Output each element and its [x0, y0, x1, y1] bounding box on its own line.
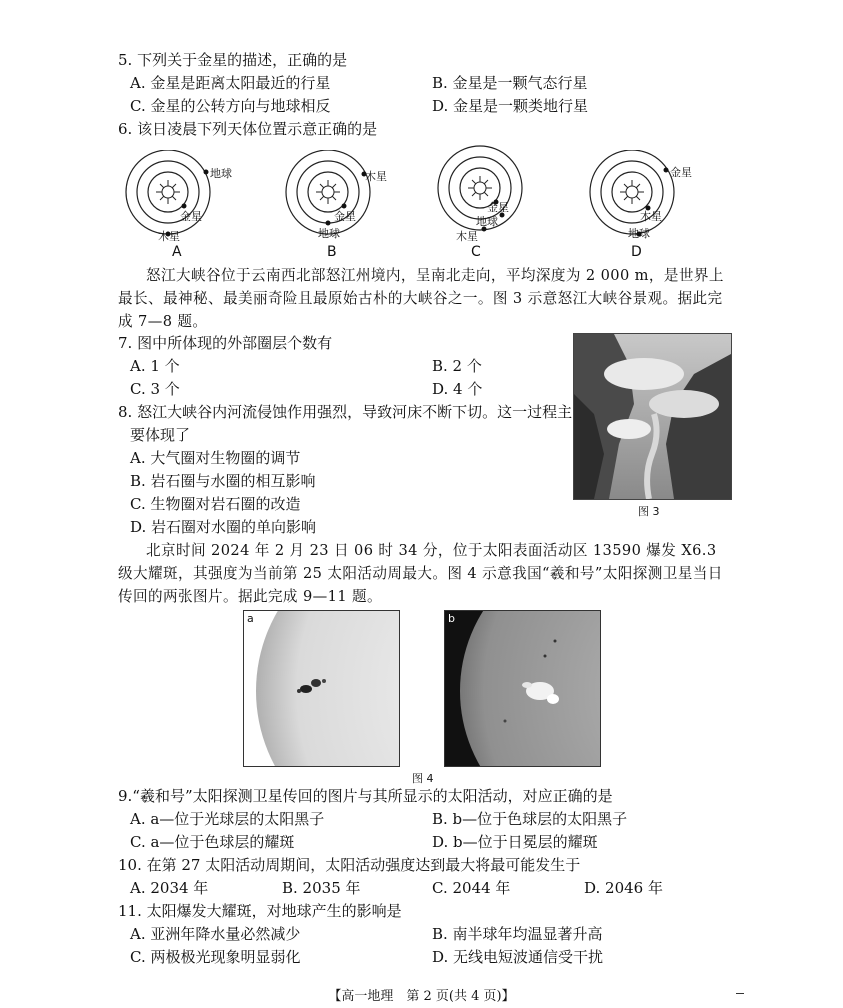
q10-option-d: D. 2046 年: [584, 879, 663, 897]
q8-stem-line1: 8. 怒江大峡谷内河流侵蚀作用强烈，导致河床不断下切。这一过程主: [118, 403, 573, 421]
diagram-b-earth-label: 地球: [318, 227, 340, 240]
diagram-b-letter: B: [327, 244, 337, 260]
q7-option-c: C. 3 个: [130, 380, 180, 398]
fig4-caption: 图 4: [412, 772, 434, 785]
q11-option-d: D. 无线电短波通信受干扰: [432, 948, 604, 966]
diagram-c-venus-label: 金星: [487, 201, 509, 214]
q9-option-d: D. b—位于日冕层的耀斑: [432, 833, 598, 851]
q8-option-b: B. 岩石圈与水圈的相互影响: [130, 472, 316, 490]
q9-option-b: B. b—位于色球层的太阳黑子: [432, 810, 628, 828]
q6-stem: 6. 该日凌晨下列天体位置示意正确的是: [118, 120, 378, 138]
canyon-photo: [573, 333, 732, 500]
q5-stem: 5. 下列关于金星的描述，正确的是: [118, 51, 348, 69]
diagram-d-earth-label: 地球: [628, 227, 650, 240]
q7-option-a: A. 1 个: [130, 357, 180, 375]
q7-stem: 7. 图中所体现的外部圈层个数有: [118, 334, 333, 352]
diagram-a-earth-label: 地球: [210, 167, 232, 180]
sun-icon: [468, 176, 492, 200]
q8-option-a: A. 大气圈对生物圈的调节: [130, 449, 301, 467]
diagram-b-jupiter-label: 木星: [365, 170, 387, 183]
sun-image-a-label: a: [247, 612, 254, 625]
q10-stem: 10. 在第 27 太阳活动周期间，太阳活动强度达到最大将最可能发生于: [118, 856, 581, 874]
q8-stem-line2: 要体现了: [130, 426, 191, 444]
q9-stem: 9.“羲和号”太阳探测卫星传回的图片与其所显示的太阳活动，对应正确的是: [118, 787, 613, 805]
page-footer: 【高一地理 第 2 页(共 4 页)】: [328, 989, 515, 1004]
sun-image-b-label: b: [448, 612, 455, 625]
q5-option-c: C. 金星的公转方向与地球相反: [130, 97, 331, 115]
intro-paragraph-nujiang: 怒江大峡谷位于云南西北部怒江州境内，呈南北走向，平均深度为 2 000 m，是世界上最长、最神秘、最美丽奇险且最原始古朴的大峡谷之一。图 3 示意怒江大峡谷景观。据此完成 7—8 题。: [118, 267, 724, 330]
q7-option-d: D. 4 个: [432, 380, 483, 398]
q10-option-a: A. 2034 年: [130, 879, 209, 897]
sun-image-b: [444, 610, 601, 767]
q11-stem: 11. 太阳爆发大耀斑，对地球产生的影响是: [118, 902, 402, 920]
diagram-a-venus-label: 金星: [180, 210, 202, 223]
diagram-c-letter: C: [471, 244, 481, 260]
q10-option-b: B. 2035 年: [282, 879, 361, 897]
q9-option-a: A. a—位于光球层的太阳黑子: [130, 810, 325, 828]
q10-option-c: C. 2044 年: [432, 879, 511, 897]
diagram-d-jupiter-label: 木星: [640, 210, 662, 223]
sun-icon: [156, 180, 180, 204]
q7-option-b: B. 2 个: [432, 357, 482, 375]
diagram-c-earth-label: 地球: [476, 215, 498, 228]
q5-option-d: D. 金星是一颗类地行星: [432, 97, 589, 115]
q11-option-c: C. 两极极光现象明显弱化: [130, 948, 301, 966]
diagram-b-venus-label: 金星: [334, 210, 356, 223]
q5-option-a: A. 金星是距离太阳最近的行星: [130, 74, 331, 92]
diagram-a-jupiter-label: 木星: [158, 230, 180, 243]
diagram-a-letter: A: [172, 244, 182, 260]
q8-option-d: D. 岩石圈对水圈的单向影响: [130, 518, 317, 536]
q9-option-c: C. a—位于色球层的耀斑: [130, 833, 295, 851]
q5-option-b: B. 金星是一颗气态行星: [432, 74, 588, 92]
q8-option-c: C. 生物圈对岩石圈的改造: [130, 495, 301, 513]
diagram-d-venus-label: 金星: [670, 166, 692, 179]
footer-dash: [736, 993, 744, 994]
diagram-c-jupiter-label: 木星: [456, 230, 478, 243]
intro-paragraph-solar-flare: 北京时间 2024 年 2 月 23 日 06 时 34 分，位于太阳表面活动区 13590 爆发 X6.3 级大耀斑，其强度为当前第 25 太阳活动周最大。图 4 示意我国“羲和号”太阳探测卫星当日传回的两张图片。据此完成 9—11 题。: [118, 542, 723, 605]
q11-option-a: A. 亚洲年降水量必然减少: [130, 925, 301, 943]
sun-image-a: [243, 610, 400, 767]
fig3-caption: 图 3: [638, 505, 660, 518]
sun-icon: [620, 180, 644, 204]
sun-icon: [316, 180, 340, 204]
diagram-d-letter: D: [631, 244, 642, 260]
q11-option-b: B. 南半球年均温显著升高: [432, 925, 603, 943]
